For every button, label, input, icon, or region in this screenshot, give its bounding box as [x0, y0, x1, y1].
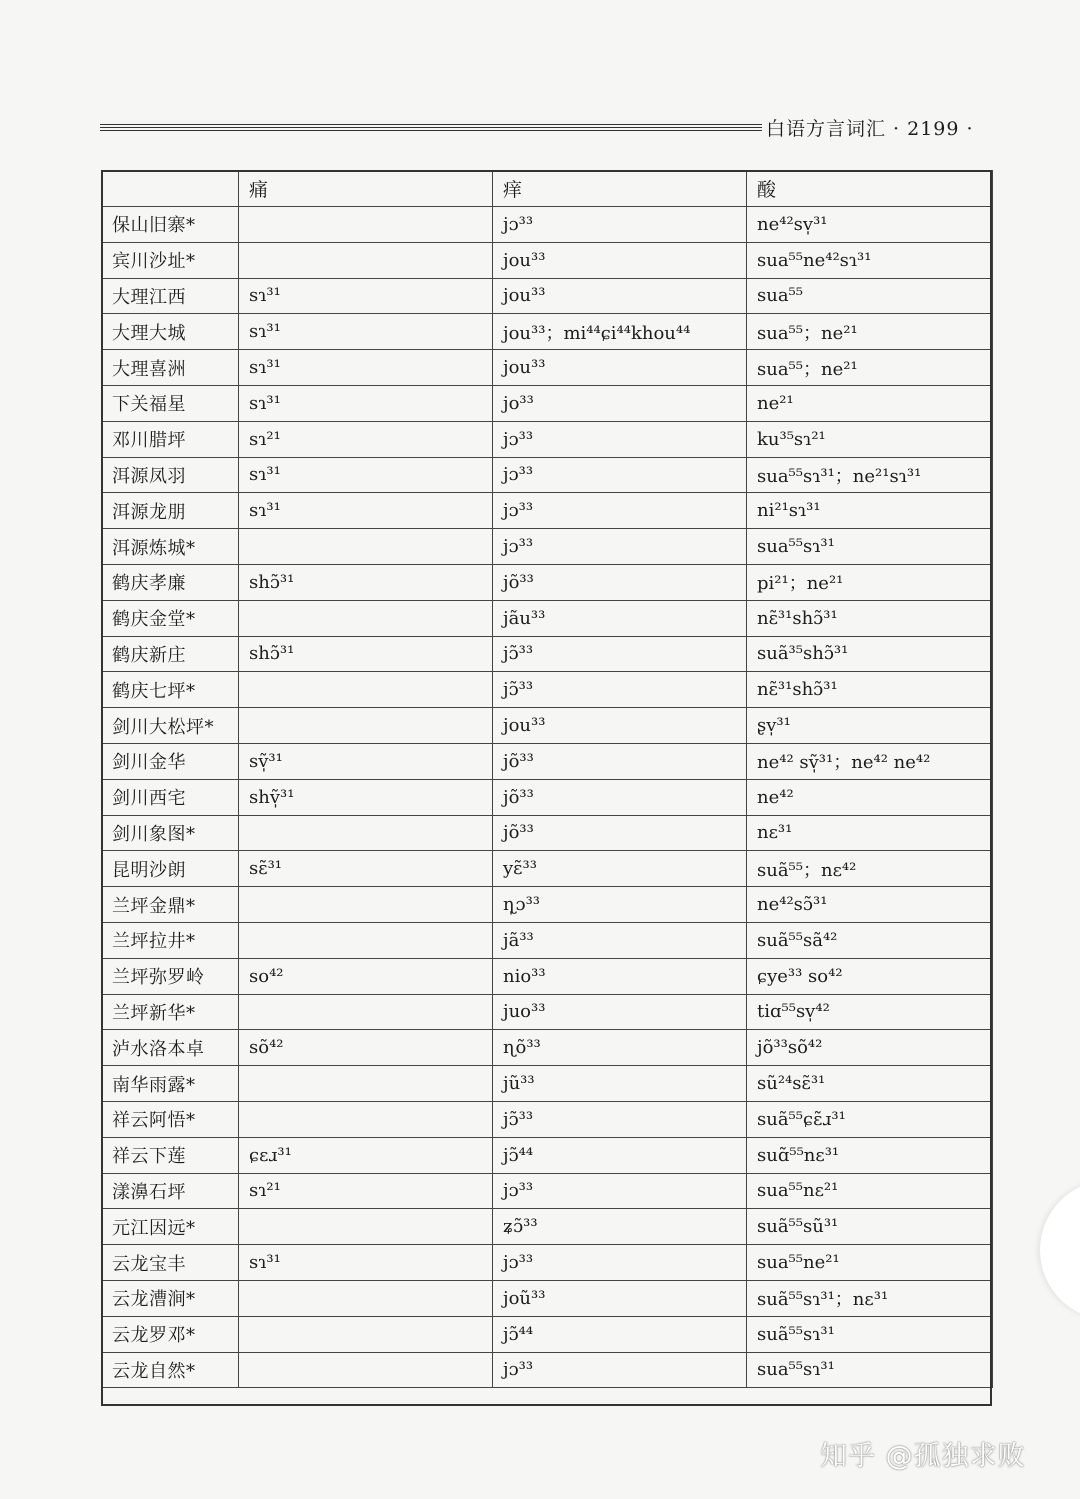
cell-location: 兰坪新华*	[102, 994, 239, 1030]
cell-pain	[239, 708, 493, 744]
cell-itch: jũ³³	[493, 1066, 747, 1102]
dialect-vocabulary-table	[101, 170, 993, 1388]
cell-location: 兰坪拉井*	[102, 922, 239, 958]
table-row	[102, 1280, 993, 1316]
header-cell-location	[102, 171, 239, 207]
cell-location: 云龙宝丰	[102, 1245, 239, 1281]
table-row	[102, 851, 993, 887]
cell-sour: nɛ³¹	[747, 815, 993, 851]
cell-location: 保山旧寨*	[102, 207, 239, 243]
cell-itch: joũ³³	[493, 1280, 747, 1316]
cell-sour: suã⁵⁵sɿ³¹	[747, 1316, 993, 1352]
header-rule	[100, 124, 762, 132]
cell-location: 剑川金华	[102, 743, 239, 779]
cell-sour: sua⁵⁵；ne²¹	[747, 350, 993, 386]
cell-pain	[239, 1316, 493, 1352]
cell-sour: sua⁵⁵sɿ³¹	[747, 529, 993, 565]
cell-pain: sɿ³¹	[239, 278, 493, 314]
cell-location: 宾川沙址*	[102, 242, 239, 278]
table-row	[102, 564, 993, 600]
cell-sour: nɛ̃³¹shɔ̃³¹	[747, 600, 993, 636]
cell-pain	[239, 922, 493, 958]
cell-location: 剑川西宅	[102, 779, 239, 815]
cell-pain: shɔ̃³¹	[239, 564, 493, 600]
table-header-row	[102, 171, 993, 207]
table-row	[102, 636, 993, 672]
cell-itch: jãu³³	[493, 600, 747, 636]
table-row	[102, 1209, 993, 1245]
cell-sour: suɑ̃⁵⁵nɛ³¹	[747, 1137, 993, 1173]
cell-itch: jɔ³³	[493, 207, 747, 243]
cell-sour: sua⁵⁵nɛ²¹	[747, 1173, 993, 1209]
cell-itch: jõ³³	[493, 779, 747, 815]
cell-location: 下关福星	[102, 385, 239, 421]
cell-pain	[239, 1280, 493, 1316]
table-row	[102, 529, 993, 565]
cell-itch: jɔ̃³³	[493, 636, 747, 672]
cell-location: 鹤庆孝廉	[102, 564, 239, 600]
cell-sour: suã⁵⁵；nɛ⁴²	[747, 851, 993, 887]
table-row	[102, 421, 993, 457]
table-row	[102, 350, 993, 386]
cell-sour: ne⁴² sṽ̩³¹；ne⁴² ne⁴²	[747, 743, 993, 779]
cell-sour: suã⁵⁵sɿ³¹；nɛ³¹	[747, 1280, 993, 1316]
cell-pain	[239, 242, 493, 278]
table-row	[102, 1173, 993, 1209]
cell-sour: sua⁵⁵ne²¹	[747, 1245, 993, 1281]
header-cell-pain: 痛	[239, 171, 493, 207]
cell-location: 漾濞石坪	[102, 1173, 239, 1209]
cell-itch: jɔ³³	[493, 529, 747, 565]
cell-pain	[239, 529, 493, 565]
cell-pain: sɿ³¹	[239, 385, 493, 421]
table-row	[102, 1245, 993, 1281]
cell-itch: jɔ³³	[493, 1352, 747, 1388]
cell-itch: jɔ³³	[493, 457, 747, 493]
cell-location: 大理大城	[102, 314, 239, 350]
cell-pain: ɕɛɹ³¹	[239, 1137, 493, 1173]
table-row	[102, 994, 993, 1030]
cell-itch: jou³³；mi⁴⁴ɕi⁴⁴khou⁴⁴	[493, 314, 747, 350]
cell-itch: nio³³	[493, 958, 747, 994]
cell-location: 云龙罗邓*	[102, 1316, 239, 1352]
cell-itch: jã³³	[493, 922, 747, 958]
cell-pain	[239, 815, 493, 851]
cell-sour: suã⁵⁵sã⁴²	[747, 922, 993, 958]
cell-itch: jɔ̃⁴⁴	[493, 1137, 747, 1173]
cell-pain	[239, 1101, 493, 1137]
cell-sour: sua⁵⁵；ne²¹	[747, 314, 993, 350]
cell-pain	[239, 600, 493, 636]
cell-pain: sɿ³¹	[239, 1245, 493, 1281]
table-row	[102, 922, 993, 958]
header-cell-itch: 痒	[493, 171, 747, 207]
table-row	[102, 1316, 993, 1352]
cell-pain: sõ⁴²	[239, 1030, 493, 1066]
cell-sour: ɕye³³ so⁴²	[747, 958, 993, 994]
cell-itch: jou³³	[493, 278, 747, 314]
cell-sour: ʂv̩³¹	[747, 708, 993, 744]
cell-location: 云龙自然*	[102, 1352, 239, 1388]
page-curl	[1040, 1180, 1080, 1320]
cell-sour: ne²¹	[747, 385, 993, 421]
cell-sour: sũ²⁴sɛ̃³¹	[747, 1066, 993, 1102]
cell-sour: ne⁴²	[747, 779, 993, 815]
cell-location: 洱源龙朋	[102, 493, 239, 529]
cell-pain	[239, 994, 493, 1030]
cell-pain: shṽ̩³¹	[239, 779, 493, 815]
cell-itch: jɔ̃³³	[493, 672, 747, 708]
cell-itch: jou³³	[493, 708, 747, 744]
cell-location: 洱源凤羽	[102, 457, 239, 493]
cell-pain	[239, 1352, 493, 1388]
cell-location: 元江因远*	[102, 1209, 239, 1245]
table-row	[102, 1030, 993, 1066]
cell-pain	[239, 1209, 493, 1245]
cell-location: 邓川腊坪	[102, 421, 239, 457]
cell-location: 兰坪金鼎*	[102, 887, 239, 923]
cell-location: 剑川大松坪*	[102, 708, 239, 744]
table-row	[102, 1101, 993, 1137]
cell-itch: jou³³	[493, 350, 747, 386]
cell-pain	[239, 672, 493, 708]
cell-sour: pi²¹；ne²¹	[747, 564, 993, 600]
cell-itch: yɛ̃³³	[493, 851, 747, 887]
cell-itch: ɳõ³³	[493, 1030, 747, 1066]
cell-pain: sɿ²¹	[239, 421, 493, 457]
cell-pain: sṽ̩³¹	[239, 743, 493, 779]
table-row	[102, 887, 993, 923]
running-header: 白语方言词汇 · 2199 ·	[766, 118, 974, 140]
cell-itch: jɔ³³	[493, 1245, 747, 1281]
table-row	[102, 1137, 993, 1173]
cell-location: 南华雨露*	[102, 1066, 239, 1102]
cell-itch: jɔ³³	[493, 493, 747, 529]
table-row	[102, 815, 993, 851]
cell-location: 云龙漕涧*	[102, 1280, 239, 1316]
cell-location: 祥云下莲	[102, 1137, 239, 1173]
cell-sour: suã³⁵shɔ̃³¹	[747, 636, 993, 672]
cell-itch: ɳ̩ɔ³³	[493, 887, 747, 923]
cell-location: 洱源炼城*	[102, 529, 239, 565]
cell-sour: suã⁵⁵ɕɛ̃ɹ³¹	[747, 1101, 993, 1137]
cell-sour: suã⁵⁵sũ³¹	[747, 1209, 993, 1245]
cell-location: 剑川象图*	[102, 815, 239, 851]
cell-sour: ku³⁵sɿ²¹	[747, 421, 993, 457]
watermark: 知乎 @孤独求败	[820, 1441, 1026, 1472]
cell-location: 泸水洛本卓	[102, 1030, 239, 1066]
cell-sour: ne⁴²sv̩³¹	[747, 207, 993, 243]
table-row	[102, 385, 993, 421]
cell-itch: jõ³³	[493, 743, 747, 779]
cell-itch: jɔ̃³³	[493, 1101, 747, 1137]
cell-pain: sɿ³¹	[239, 350, 493, 386]
cell-pain: sɿ²¹	[239, 1173, 493, 1209]
cell-sour: ne⁴²sɔ̃³¹	[747, 887, 993, 923]
cell-pain: sɛ̃³¹	[239, 851, 493, 887]
cell-itch: jo³³	[493, 385, 747, 421]
table-row	[102, 493, 993, 529]
table-row	[102, 600, 993, 636]
cell-sour: nɛ̃³¹shɔ̃³¹	[747, 672, 993, 708]
cell-sour: sua⁵⁵ne⁴²sɿ³¹	[747, 242, 993, 278]
table-row	[102, 672, 993, 708]
table-row	[102, 457, 993, 493]
table-row	[102, 1066, 993, 1102]
cell-itch: ʑɔ̃³³	[493, 1209, 747, 1245]
table-row	[102, 278, 993, 314]
cell-itch: jou³³	[493, 242, 747, 278]
cell-sour: tiɑ⁵⁵sv̩⁴²	[747, 994, 993, 1030]
cell-location: 祥云阿悟*	[102, 1101, 239, 1137]
cell-pain: shɔ̃³¹	[239, 636, 493, 672]
cell-pain	[239, 207, 493, 243]
cell-itch: jõ³³	[493, 564, 747, 600]
cell-itch: juo³³	[493, 994, 747, 1030]
cell-location: 鹤庆新庄	[102, 636, 239, 672]
cell-sour: sua⁵⁵	[747, 278, 993, 314]
cell-itch: jõ³³	[493, 815, 747, 851]
table-row	[102, 207, 993, 243]
table-row	[102, 314, 993, 350]
cell-sour: sua⁵⁵sɿ³¹	[747, 1352, 993, 1388]
cell-pain	[239, 887, 493, 923]
table-row	[102, 708, 993, 744]
cell-itch: jɔ³³	[493, 421, 747, 457]
cell-pain	[239, 1066, 493, 1102]
table-row	[102, 743, 993, 779]
cell-sour: sua⁵⁵sɿ³¹；ne²¹sɿ³¹	[747, 457, 993, 493]
cell-pain: so⁴²	[239, 958, 493, 994]
cell-location: 兰坪弥罗岭	[102, 958, 239, 994]
cell-sour: ni²¹sɿ³¹	[747, 493, 993, 529]
cell-location: 大理江西	[102, 278, 239, 314]
cell-pain: sɿ³¹	[239, 314, 493, 350]
cell-sour: jõ³³sõ⁴²	[747, 1030, 993, 1066]
cell-itch: jɔ³³	[493, 1173, 747, 1209]
table-row	[102, 958, 993, 994]
cell-location: 鹤庆七坪*	[102, 672, 239, 708]
cell-location: 大理喜洲	[102, 350, 239, 386]
cell-itch: jɔ̃⁴⁴	[493, 1316, 747, 1352]
table-row	[102, 1352, 993, 1388]
cell-location: 鹤庆金堂*	[102, 600, 239, 636]
table-row	[102, 242, 993, 278]
table-row	[102, 779, 993, 815]
cell-pain: sɿ³¹	[239, 457, 493, 493]
cell-location: 昆明沙朗	[102, 851, 239, 887]
cell-pain: sɿ³¹	[239, 493, 493, 529]
header-cell-sour: 酸	[747, 171, 993, 207]
